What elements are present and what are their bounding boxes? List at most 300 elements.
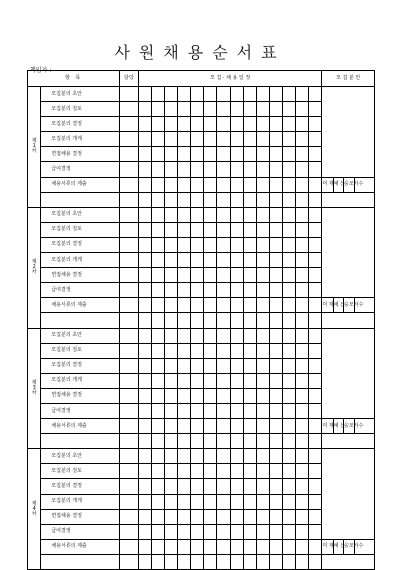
schedule-cell[interactable] bbox=[296, 253, 309, 268]
schedule-cell[interactable] bbox=[138, 177, 151, 192]
owner-cell[interactable] bbox=[120, 328, 138, 343]
schedule-cell[interactable] bbox=[243, 464, 256, 479]
schedule-cell[interactable] bbox=[151, 298, 164, 313]
schedule-cell[interactable] bbox=[204, 449, 217, 464]
schedule-cell[interactable] bbox=[243, 177, 256, 192]
schedule-cell[interactable] bbox=[269, 343, 282, 358]
schedule-cell[interactable] bbox=[256, 494, 269, 509]
schedule-cell[interactable] bbox=[204, 479, 217, 494]
schedule-cell[interactable] bbox=[256, 87, 269, 102]
schedule-cell[interactable] bbox=[309, 328, 322, 343]
schedule-cell[interactable] bbox=[256, 524, 269, 539]
schedule-cell[interactable] bbox=[178, 298, 191, 313]
schedule-cell[interactable] bbox=[243, 328, 256, 343]
schedule-cell[interactable] bbox=[164, 102, 177, 117]
schedule-cell[interactable] bbox=[309, 237, 322, 252]
schedule-cell[interactable] bbox=[243, 298, 256, 313]
schedule-cell[interactable] bbox=[191, 509, 204, 524]
schedule-cell[interactable] bbox=[269, 464, 282, 479]
owner-cell[interactable] bbox=[120, 313, 138, 328]
schedule-cell[interactable] bbox=[243, 192, 256, 207]
schedule-cell[interactable] bbox=[164, 177, 177, 192]
schedule-cell[interactable] bbox=[204, 494, 217, 509]
schedule-cell[interactable] bbox=[204, 268, 217, 283]
schedule-cell[interactable] bbox=[282, 403, 295, 418]
schedule-cell[interactable] bbox=[178, 449, 191, 464]
schedule-cell[interactable] bbox=[217, 419, 230, 434]
schedule-cell[interactable] bbox=[282, 388, 295, 403]
schedule-cell[interactable] bbox=[151, 177, 164, 192]
schedule-cell[interactable] bbox=[296, 102, 309, 117]
schedule-cell[interactable] bbox=[151, 403, 164, 418]
schedule-cell[interactable] bbox=[191, 283, 204, 298]
schedule-cell[interactable] bbox=[309, 509, 322, 524]
schedule-cell[interactable] bbox=[164, 87, 177, 102]
schedule-cell[interactable] bbox=[230, 524, 243, 539]
schedule-cell[interactable] bbox=[204, 162, 217, 177]
schedule-cell[interactable] bbox=[138, 207, 151, 222]
schedule-cell[interactable] bbox=[204, 132, 217, 147]
schedule-cell[interactable] bbox=[191, 117, 204, 132]
owner-cell[interactable] bbox=[120, 449, 138, 464]
schedule-cell[interactable] bbox=[204, 358, 217, 373]
schedule-cell[interactable] bbox=[164, 479, 177, 494]
schedule-cell[interactable] bbox=[164, 388, 177, 403]
schedule-cell[interactable] bbox=[256, 237, 269, 252]
schedule-cell[interactable] bbox=[230, 222, 243, 237]
schedule-cell[interactable] bbox=[178, 434, 191, 449]
schedule-cell[interactable] bbox=[309, 434, 322, 449]
schedule-cell[interactable] bbox=[204, 343, 217, 358]
schedule-cell[interactable] bbox=[309, 222, 322, 237]
plan-blank-cell[interactable] bbox=[322, 434, 375, 449]
schedule-cell[interactable] bbox=[191, 237, 204, 252]
schedule-cell[interactable] bbox=[191, 464, 204, 479]
schedule-cell[interactable] bbox=[191, 87, 204, 102]
owner-cell[interactable] bbox=[120, 177, 138, 192]
owner-cell[interactable] bbox=[120, 388, 138, 403]
schedule-cell[interactable] bbox=[256, 283, 269, 298]
schedule-cell[interactable] bbox=[256, 192, 269, 207]
schedule-cell[interactable] bbox=[204, 298, 217, 313]
schedule-cell[interactable] bbox=[178, 358, 191, 373]
schedule-cell[interactable] bbox=[296, 479, 309, 494]
schedule-cell[interactable] bbox=[151, 283, 164, 298]
schedule-cell[interactable] bbox=[243, 162, 256, 177]
schedule-cell[interactable] bbox=[217, 147, 230, 162]
schedule-cell[interactable] bbox=[243, 524, 256, 539]
schedule-cell[interactable] bbox=[151, 132, 164, 147]
plan-blank-cell[interactable] bbox=[322, 313, 375, 328]
schedule-cell[interactable] bbox=[243, 449, 256, 464]
schedule-cell[interactable] bbox=[230, 509, 243, 524]
schedule-cell[interactable] bbox=[164, 494, 177, 509]
schedule-cell[interactable] bbox=[164, 343, 177, 358]
schedule-cell[interactable] bbox=[296, 343, 309, 358]
schedule-cell[interactable] bbox=[178, 283, 191, 298]
schedule-cell[interactable] bbox=[217, 253, 230, 268]
schedule-cell[interactable] bbox=[282, 328, 295, 343]
schedule-cell[interactable] bbox=[164, 117, 177, 132]
schedule-cell[interactable] bbox=[269, 358, 282, 373]
schedule-cell[interactable] bbox=[191, 177, 204, 192]
schedule-cell[interactable] bbox=[204, 524, 217, 539]
schedule-cell[interactable] bbox=[151, 434, 164, 449]
schedule-cell[interactable] bbox=[138, 509, 151, 524]
schedule-cell[interactable] bbox=[309, 494, 322, 509]
schedule-cell[interactable] bbox=[191, 479, 204, 494]
schedule-cell[interactable] bbox=[282, 283, 295, 298]
schedule-cell[interactable] bbox=[269, 388, 282, 403]
schedule-cell[interactable] bbox=[269, 87, 282, 102]
schedule-cell[interactable] bbox=[282, 358, 295, 373]
schedule-cell[interactable] bbox=[230, 464, 243, 479]
schedule-cell[interactable] bbox=[296, 539, 309, 554]
schedule-cell[interactable] bbox=[151, 539, 164, 554]
plan-cell[interactable] bbox=[322, 328, 375, 419]
schedule-cell[interactable] bbox=[151, 328, 164, 343]
owner-cell[interactable] bbox=[120, 373, 138, 388]
schedule-cell[interactable] bbox=[256, 554, 269, 569]
schedule-cell[interactable] bbox=[296, 419, 309, 434]
schedule-cell[interactable] bbox=[191, 434, 204, 449]
schedule-cell[interactable] bbox=[151, 102, 164, 117]
schedule-cell[interactable] bbox=[282, 539, 295, 554]
schedule-cell[interactable] bbox=[204, 539, 217, 554]
schedule-cell[interactable] bbox=[243, 87, 256, 102]
schedule-cell[interactable] bbox=[138, 237, 151, 252]
schedule-cell[interactable] bbox=[191, 328, 204, 343]
schedule-cell[interactable] bbox=[269, 268, 282, 283]
schedule-cell[interactable] bbox=[282, 207, 295, 222]
schedule-cell[interactable] bbox=[164, 237, 177, 252]
schedule-cell[interactable] bbox=[191, 102, 204, 117]
schedule-cell[interactable] bbox=[296, 358, 309, 373]
schedule-cell[interactable] bbox=[243, 509, 256, 524]
schedule-cell[interactable] bbox=[230, 132, 243, 147]
schedule-cell[interactable] bbox=[204, 434, 217, 449]
schedule-cell[interactable] bbox=[243, 403, 256, 418]
schedule-cell[interactable] bbox=[204, 117, 217, 132]
schedule-cell[interactable] bbox=[243, 343, 256, 358]
owner-cell[interactable] bbox=[120, 298, 138, 313]
schedule-cell[interactable] bbox=[256, 479, 269, 494]
schedule-cell[interactable] bbox=[164, 419, 177, 434]
schedule-cell[interactable] bbox=[151, 343, 164, 358]
schedule-cell[interactable] bbox=[204, 313, 217, 328]
schedule-cell[interactable] bbox=[256, 147, 269, 162]
schedule-cell[interactable] bbox=[178, 328, 191, 343]
owner-cell[interactable] bbox=[120, 479, 138, 494]
owner-cell[interactable] bbox=[120, 117, 138, 132]
schedule-cell[interactable] bbox=[178, 554, 191, 569]
schedule-cell[interactable] bbox=[269, 479, 282, 494]
schedule-cell[interactable] bbox=[282, 177, 295, 192]
schedule-cell[interactable] bbox=[256, 343, 269, 358]
schedule-cell[interactable] bbox=[269, 162, 282, 177]
owner-cell[interactable] bbox=[120, 358, 138, 373]
schedule-cell[interactable] bbox=[269, 449, 282, 464]
schedule-cell[interactable] bbox=[243, 358, 256, 373]
schedule-cell[interactable] bbox=[138, 539, 151, 554]
schedule-cell[interactable] bbox=[204, 328, 217, 343]
schedule-cell[interactable] bbox=[256, 403, 269, 418]
owner-cell[interactable] bbox=[120, 434, 138, 449]
schedule-cell[interactable] bbox=[217, 343, 230, 358]
schedule-cell[interactable] bbox=[217, 509, 230, 524]
schedule-cell[interactable] bbox=[282, 132, 295, 147]
schedule-cell[interactable] bbox=[204, 283, 217, 298]
owner-cell[interactable] bbox=[120, 524, 138, 539]
schedule-cell[interactable] bbox=[204, 373, 217, 388]
schedule-cell[interactable] bbox=[269, 283, 282, 298]
schedule-cell[interactable] bbox=[191, 403, 204, 418]
schedule-cell[interactable] bbox=[296, 464, 309, 479]
schedule-cell[interactable] bbox=[178, 117, 191, 132]
schedule-cell[interactable] bbox=[151, 494, 164, 509]
owner-cell[interactable] bbox=[120, 132, 138, 147]
schedule-cell[interactable] bbox=[191, 388, 204, 403]
schedule-cell[interactable] bbox=[191, 539, 204, 554]
schedule-cell[interactable] bbox=[191, 449, 204, 464]
schedule-cell[interactable] bbox=[230, 162, 243, 177]
schedule-cell[interactable] bbox=[151, 162, 164, 177]
schedule-cell[interactable] bbox=[282, 434, 295, 449]
schedule-cell[interactable] bbox=[243, 494, 256, 509]
owner-cell[interactable] bbox=[120, 253, 138, 268]
schedule-cell[interactable] bbox=[151, 222, 164, 237]
schedule-cell[interactable] bbox=[230, 102, 243, 117]
schedule-cell[interactable] bbox=[243, 373, 256, 388]
schedule-cell[interactable] bbox=[151, 464, 164, 479]
schedule-cell[interactable] bbox=[256, 328, 269, 343]
schedule-cell[interactable] bbox=[282, 192, 295, 207]
schedule-cell[interactable] bbox=[256, 132, 269, 147]
schedule-cell[interactable] bbox=[309, 132, 322, 147]
schedule-cell[interactable] bbox=[191, 222, 204, 237]
schedule-cell[interactable] bbox=[282, 222, 295, 237]
schedule-cell[interactable] bbox=[151, 87, 164, 102]
schedule-cell[interactable] bbox=[256, 162, 269, 177]
schedule-cell[interactable] bbox=[151, 419, 164, 434]
schedule-cell[interactable] bbox=[256, 222, 269, 237]
schedule-cell[interactable] bbox=[151, 313, 164, 328]
schedule-cell[interactable] bbox=[191, 313, 204, 328]
schedule-cell[interactable] bbox=[204, 177, 217, 192]
schedule-cell[interactable] bbox=[204, 237, 217, 252]
schedule-cell[interactable] bbox=[282, 253, 295, 268]
schedule-cell[interactable] bbox=[151, 147, 164, 162]
plan-cell[interactable] bbox=[322, 449, 375, 540]
schedule-cell[interactable] bbox=[138, 162, 151, 177]
schedule-cell[interactable] bbox=[296, 147, 309, 162]
schedule-cell[interactable] bbox=[296, 268, 309, 283]
schedule-cell[interactable] bbox=[217, 449, 230, 464]
schedule-cell[interactable] bbox=[164, 328, 177, 343]
schedule-cell[interactable] bbox=[282, 373, 295, 388]
schedule-cell[interactable] bbox=[164, 464, 177, 479]
schedule-cell[interactable] bbox=[151, 268, 164, 283]
schedule-cell[interactable] bbox=[269, 403, 282, 418]
schedule-cell[interactable] bbox=[309, 298, 322, 313]
schedule-cell[interactable] bbox=[256, 253, 269, 268]
schedule-cell[interactable] bbox=[217, 237, 230, 252]
schedule-cell[interactable] bbox=[230, 283, 243, 298]
schedule-cell[interactable] bbox=[230, 147, 243, 162]
schedule-cell[interactable] bbox=[164, 298, 177, 313]
schedule-cell[interactable] bbox=[309, 117, 322, 132]
schedule-cell[interactable] bbox=[151, 207, 164, 222]
schedule-cell[interactable] bbox=[309, 192, 322, 207]
schedule-cell[interactable] bbox=[282, 554, 295, 569]
schedule-cell[interactable] bbox=[178, 494, 191, 509]
schedule-cell[interactable] bbox=[230, 268, 243, 283]
schedule-cell[interactable] bbox=[269, 117, 282, 132]
schedule-cell[interactable] bbox=[243, 147, 256, 162]
schedule-cell[interactable] bbox=[138, 102, 151, 117]
schedule-cell[interactable] bbox=[296, 449, 309, 464]
schedule-cell[interactable] bbox=[256, 539, 269, 554]
schedule-cell[interactable] bbox=[296, 298, 309, 313]
schedule-cell[interactable] bbox=[269, 253, 282, 268]
schedule-cell[interactable] bbox=[178, 464, 191, 479]
schedule-cell[interactable] bbox=[230, 449, 243, 464]
schedule-cell[interactable] bbox=[178, 222, 191, 237]
schedule-cell[interactable] bbox=[138, 87, 151, 102]
schedule-cell[interactable] bbox=[138, 554, 151, 569]
schedule-cell[interactable] bbox=[230, 253, 243, 268]
schedule-cell[interactable] bbox=[296, 222, 309, 237]
schedule-cell[interactable] bbox=[269, 102, 282, 117]
owner-cell[interactable] bbox=[120, 283, 138, 298]
schedule-cell[interactable] bbox=[230, 539, 243, 554]
schedule-cell[interactable] bbox=[269, 147, 282, 162]
schedule-cell[interactable] bbox=[269, 509, 282, 524]
schedule-cell[interactable] bbox=[178, 253, 191, 268]
schedule-cell[interactable] bbox=[296, 554, 309, 569]
schedule-cell[interactable] bbox=[217, 222, 230, 237]
schedule-cell[interactable] bbox=[309, 253, 322, 268]
schedule-cell[interactable] bbox=[178, 524, 191, 539]
schedule-cell[interactable] bbox=[178, 237, 191, 252]
schedule-cell[interactable] bbox=[282, 102, 295, 117]
schedule-cell[interactable] bbox=[269, 494, 282, 509]
schedule-cell[interactable] bbox=[164, 358, 177, 373]
schedule-cell[interactable] bbox=[164, 132, 177, 147]
schedule-cell[interactable] bbox=[296, 177, 309, 192]
schedule-cell[interactable] bbox=[243, 132, 256, 147]
schedule-cell[interactable] bbox=[151, 373, 164, 388]
schedule-cell[interactable] bbox=[269, 132, 282, 147]
owner-cell[interactable] bbox=[120, 539, 138, 554]
schedule-cell[interactable] bbox=[296, 373, 309, 388]
schedule-cell[interactable] bbox=[138, 328, 151, 343]
schedule-cell[interactable] bbox=[256, 298, 269, 313]
schedule-cell[interactable] bbox=[204, 464, 217, 479]
schedule-cell[interactable] bbox=[296, 524, 309, 539]
owner-cell[interactable] bbox=[120, 102, 138, 117]
schedule-cell[interactable] bbox=[217, 268, 230, 283]
plan-cell[interactable] bbox=[322, 207, 375, 298]
schedule-cell[interactable] bbox=[243, 388, 256, 403]
schedule-cell[interactable] bbox=[296, 434, 309, 449]
schedule-cell[interactable] bbox=[178, 343, 191, 358]
schedule-cell[interactable] bbox=[138, 222, 151, 237]
schedule-cell[interactable] bbox=[282, 509, 295, 524]
schedule-cell[interactable] bbox=[191, 343, 204, 358]
schedule-cell[interactable] bbox=[256, 509, 269, 524]
schedule-cell[interactable] bbox=[191, 132, 204, 147]
schedule-cell[interactable] bbox=[204, 207, 217, 222]
schedule-cell[interactable] bbox=[256, 434, 269, 449]
schedule-cell[interactable] bbox=[309, 343, 322, 358]
schedule-cell[interactable] bbox=[217, 162, 230, 177]
owner-cell[interactable] bbox=[120, 419, 138, 434]
schedule-cell[interactable] bbox=[151, 192, 164, 207]
schedule-cell[interactable] bbox=[151, 388, 164, 403]
schedule-cell[interactable] bbox=[204, 509, 217, 524]
schedule-cell[interactable] bbox=[230, 358, 243, 373]
schedule-cell[interactable] bbox=[164, 449, 177, 464]
schedule-cell[interactable] bbox=[138, 253, 151, 268]
schedule-cell[interactable] bbox=[217, 283, 230, 298]
schedule-cell[interactable] bbox=[151, 117, 164, 132]
schedule-cell[interactable] bbox=[138, 268, 151, 283]
schedule-cell[interactable] bbox=[178, 403, 191, 418]
schedule-cell[interactable] bbox=[269, 434, 282, 449]
schedule-cell[interactable] bbox=[217, 298, 230, 313]
schedule-cell[interactable] bbox=[230, 117, 243, 132]
schedule-cell[interactable] bbox=[217, 207, 230, 222]
schedule-cell[interactable] bbox=[178, 539, 191, 554]
schedule-cell[interactable] bbox=[309, 479, 322, 494]
owner-cell[interactable] bbox=[120, 222, 138, 237]
schedule-cell[interactable] bbox=[269, 192, 282, 207]
owner-cell[interactable] bbox=[120, 237, 138, 252]
schedule-cell[interactable] bbox=[178, 268, 191, 283]
schedule-cell[interactable] bbox=[204, 102, 217, 117]
schedule-cell[interactable] bbox=[191, 524, 204, 539]
schedule-cell[interactable] bbox=[256, 358, 269, 373]
schedule-cell[interactable] bbox=[296, 117, 309, 132]
schedule-cell[interactable] bbox=[151, 509, 164, 524]
schedule-cell[interactable] bbox=[256, 419, 269, 434]
schedule-cell[interactable] bbox=[243, 479, 256, 494]
owner-cell[interactable] bbox=[120, 464, 138, 479]
schedule-cell[interactable] bbox=[191, 207, 204, 222]
schedule-cell[interactable] bbox=[178, 373, 191, 388]
schedule-cell[interactable] bbox=[282, 147, 295, 162]
schedule-cell[interactable] bbox=[191, 253, 204, 268]
schedule-cell[interactable] bbox=[217, 117, 230, 132]
plan-cell[interactable] bbox=[322, 87, 375, 178]
schedule-cell[interactable] bbox=[243, 554, 256, 569]
schedule-cell[interactable] bbox=[230, 237, 243, 252]
owner-cell[interactable] bbox=[120, 403, 138, 418]
schedule-cell[interactable] bbox=[282, 298, 295, 313]
schedule-cell[interactable] bbox=[138, 283, 151, 298]
schedule-cell[interactable] bbox=[164, 207, 177, 222]
schedule-cell[interactable] bbox=[151, 358, 164, 373]
schedule-cell[interactable] bbox=[178, 388, 191, 403]
schedule-cell[interactable] bbox=[164, 268, 177, 283]
schedule-cell[interactable] bbox=[178, 147, 191, 162]
schedule-cell[interactable] bbox=[164, 524, 177, 539]
schedule-cell[interactable] bbox=[282, 464, 295, 479]
schedule-cell[interactable] bbox=[296, 313, 309, 328]
schedule-cell[interactable] bbox=[191, 494, 204, 509]
schedule-cell[interactable] bbox=[309, 147, 322, 162]
